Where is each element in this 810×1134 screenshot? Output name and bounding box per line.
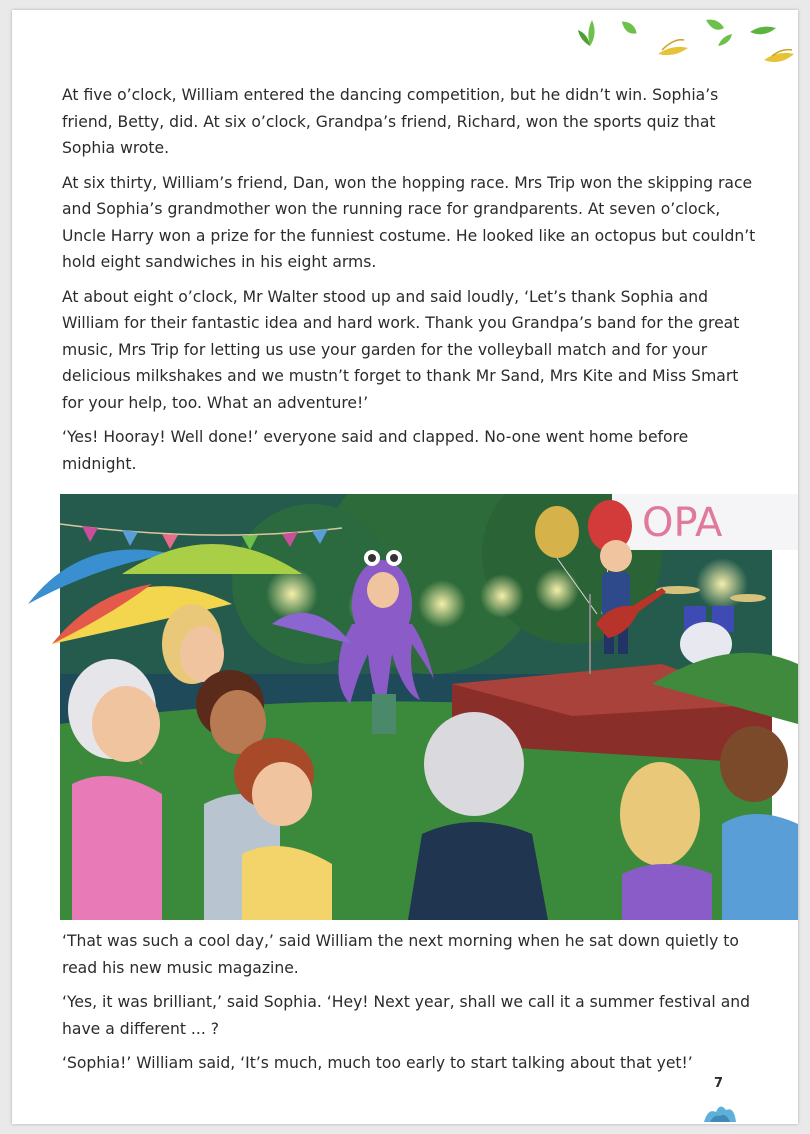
story-text-bottom xyxy=(62,928,762,1085)
paragraph: At six thirty, William’s friend, Dan, won the hopping race. Mrs Trip won the skipping race and Sophia’s grandmother won the running race for grandparents. At seven o’clock, Uncle Harry won a prize for the funniest costume. He looked like an octopus but couldn’t hold eight sandwiches in his eight arms. xyxy=(62,173,756,271)
paragraph: At five o’clock, William entered the dancing competition, but he didn’t win. Sophia’s friend, Betty, did. At six o’clock, Grandpa’s friend, Richard, won the sports quiz that Sophia wrote. xyxy=(62,86,719,157)
page-number: 7 xyxy=(714,1076,724,1091)
paragraph: ‘Yes, it was brilliant,’ said Sophia. ‘Hey! Next year, shall we call it a summer festival and have a different ... ? xyxy=(62,993,751,1038)
paragraph: ‘That was such a cool day,’ said William the next morning when he sat down quietly to read his new music magazine. xyxy=(62,932,739,977)
party-illustration xyxy=(12,494,798,924)
banner-text: OPA xyxy=(642,500,723,546)
paragraph: ‘Yes! Hooray! Well done!’ everyone said and clapped. No-one went home before midnight. xyxy=(62,428,689,473)
decorative-leaves-icon xyxy=(528,10,798,85)
splash-decoration-icon xyxy=(700,1098,740,1124)
paragraph: At about eight o’clock, Mr Walter stood up and said loudly, ‘Let’s thank Sophia and William for their fantastic idea and hard work. Thank you Grandpa’s band for the great music, Mrs Trip for letting us use your garden for the volleyball match and for your delicious milkshakes and we mustn’t forget to thank Mr Sand, Mrs Kite and Miss Smart for your help, too. What an adventure!’ xyxy=(62,287,740,412)
paragraph: ‘Sophia!’ William said, ‘It’s much, much too early to start talking about that yet!’ xyxy=(62,1054,693,1072)
book-page xyxy=(12,10,798,1124)
story-text-top xyxy=(62,82,762,485)
